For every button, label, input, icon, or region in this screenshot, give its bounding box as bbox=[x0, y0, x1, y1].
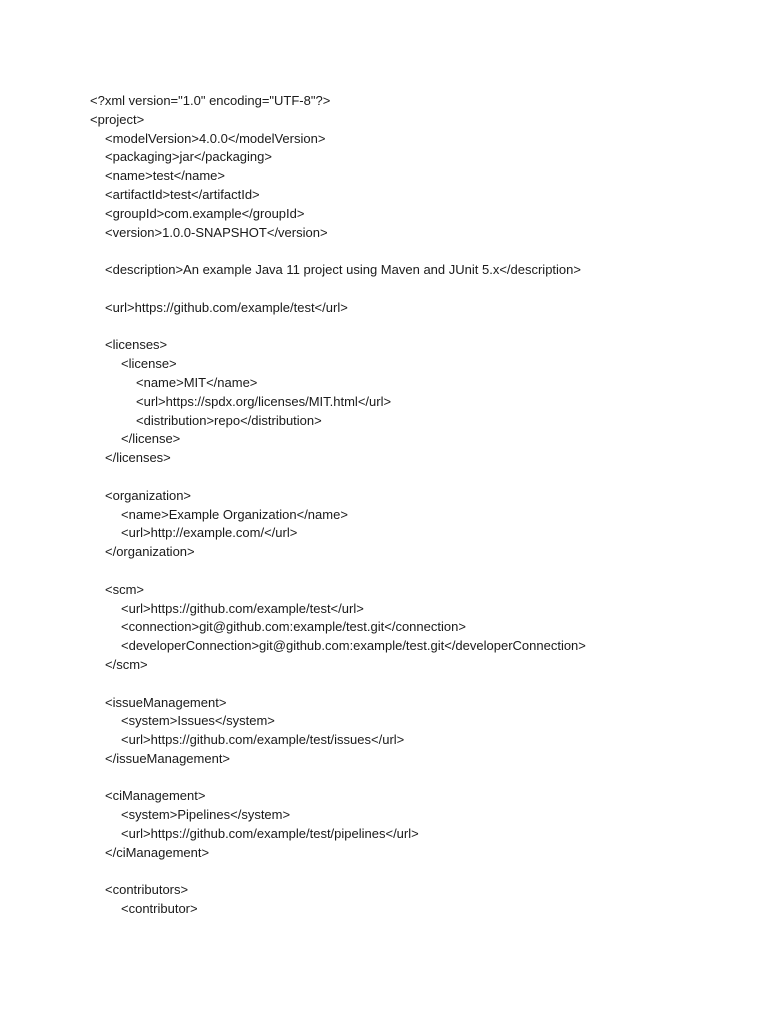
code-line: <connection>git@github.com:example/test.git</connection> bbox=[121, 619, 466, 635]
code-line: <url>https://github.com/example/test/issues</url> bbox=[121, 732, 405, 748]
blank-line bbox=[90, 468, 586, 487]
code-line: <modelVersion>4.0.0</modelVersion> bbox=[105, 130, 326, 146]
code-line: <developerConnection>git@github.com:example/test.git</developerConnection> bbox=[121, 638, 586, 654]
code-line: <licenses> bbox=[105, 337, 168, 353]
blank-line bbox=[90, 863, 586, 882]
code-line: </license> bbox=[121, 431, 181, 447]
code-line: <url>http://example.com/</url> bbox=[121, 525, 298, 541]
blank-line bbox=[90, 242, 586, 261]
code-line: </ciManagement> bbox=[105, 844, 210, 860]
code-line: <system>Issues</system> bbox=[121, 713, 275, 729]
code-line: <contributors> bbox=[105, 882, 189, 898]
code-line: <ciManagement> bbox=[105, 788, 206, 804]
code-line: <name>MIT</name> bbox=[136, 374, 258, 390]
code-line: <contributor> bbox=[121, 901, 198, 917]
code-line: <scm> bbox=[105, 581, 145, 597]
code-line: <artifactId>test</artifactId> bbox=[105, 186, 260, 202]
code-line: <version>1.0.0-SNAPSHOT</version> bbox=[105, 224, 328, 240]
blank-line bbox=[90, 280, 586, 299]
code-line: <distribution>repo</distribution> bbox=[136, 412, 322, 428]
code-line: </licenses> bbox=[105, 450, 171, 466]
blank-line bbox=[90, 769, 586, 788]
code-line: <license> bbox=[121, 356, 177, 372]
code-line: </organization> bbox=[105, 544, 195, 560]
code-line: <name>Example Organization</name> bbox=[121, 506, 348, 522]
code-line: <url>https://github.com/example/test</url> bbox=[105, 299, 348, 315]
code-line: <project> bbox=[90, 111, 145, 127]
code-line: <system>Pipelines</system> bbox=[121, 807, 291, 823]
code-line: <packaging>jar</packaging> bbox=[105, 149, 272, 165]
code-line: </issueManagement> bbox=[105, 750, 231, 766]
blank-line bbox=[90, 562, 586, 581]
blank-line bbox=[90, 318, 586, 337]
xml-code-block bbox=[90, 92, 586, 919]
code-line: <name>test</name> bbox=[105, 168, 225, 184]
code-line: <issueManagement> bbox=[105, 694, 227, 710]
blank-line bbox=[90, 675, 586, 694]
code-line: <groupId>com.example</groupId> bbox=[105, 205, 305, 221]
code-line: </scm> bbox=[105, 656, 148, 672]
code-line: <description>An example Java 11 project using Maven and JUnit 5.x</description> bbox=[105, 262, 581, 278]
code-line: <url>https://spdx.org/licenses/MIT.html</url> bbox=[136, 393, 392, 409]
code-line: <url>https://github.com/example/test/pipelines</url> bbox=[121, 826, 419, 842]
code-line: <organization> bbox=[105, 487, 192, 503]
code-line: <?xml version="1.0" encoding="UTF-8"?> bbox=[90, 93, 331, 108]
code-line: <url>https://github.com/example/test</url> bbox=[121, 600, 364, 616]
